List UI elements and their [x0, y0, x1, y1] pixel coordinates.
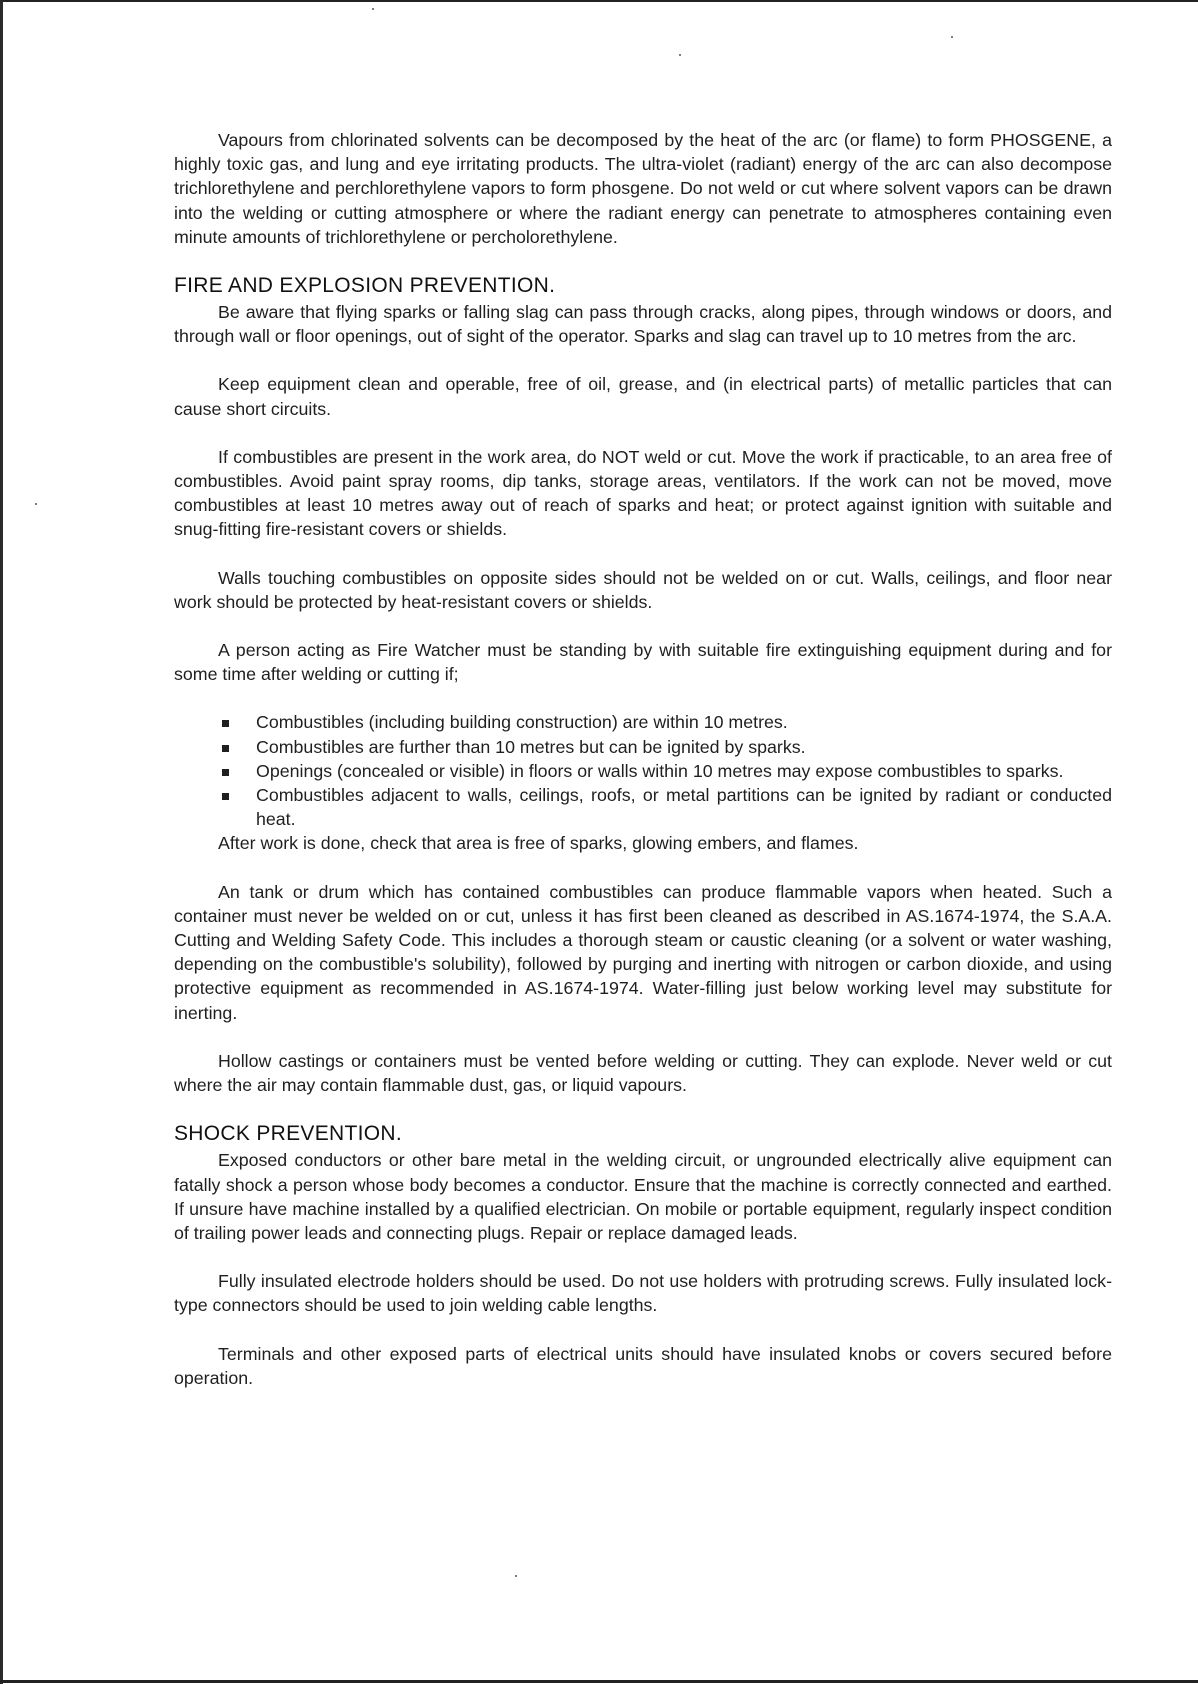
- list-item-text: Combustibles (including building construction) are within 10 metres.: [256, 712, 788, 733]
- scan-speck: [951, 36, 953, 38]
- list-item: [174, 710, 1112, 734]
- scan-speck: [35, 503, 37, 505]
- intro-paragraph: Vapours from chlorinated solvents can be decomposed by the heat of the arc (or flame) to form PHOSGENE, a highly toxic gas, and lung and eye irritating products. The ultra-violet (radiant) energy of the arc can also decompose trichlorethylene and perchlorethylene vapors to form phosgene. Do not weld or cut where solvent vapors can be drawn into the welding or cutting atmosphere or where the radiant energy can penetrate to atmospheres containing even minute amounts of trichlorethylene or percholorethylene.: [174, 130, 1112, 247]
- bullet-icon: [222, 769, 229, 776]
- fire-paragraph-walls: Walls touching combustibles on opposite sides should not be welded on or cut. Walls, ceilings, and floor near work should be protected by heat-resistant covers or shields.: [174, 567, 1112, 612]
- shock-paragraph-terminals: Terminals and other exposed parts of electrical units should have insulated knobs or covers secured before operation.: [174, 1343, 1112, 1388]
- list-item-text: Combustibles are further than 10 metres but can be ignited by sparks.: [256, 736, 806, 757]
- scan-speck: [679, 54, 681, 56]
- scan-left-border: [0, 0, 3, 1684]
- bullet-icon: [222, 745, 229, 752]
- bullet-icon: [222, 793, 229, 800]
- fire-paragraph-hollow-castings: Hollow castings or containers must be vented before welding or cutting. They can explode. Never weld or cut where the air may contain flammable dust, gas, or liquid vapours.: [174, 1050, 1112, 1096]
- list-item-text: Openings (concealed or visible) in floors or walls within 10 metres may expose combustibles to sparks.: [256, 760, 1064, 781]
- after-work-note: After work is done, check that area is free of sparks, glowing embers, and flames.: [218, 833, 859, 854]
- fire-paragraph-equipment: Keep equipment clean and operable, free of oil, grease, and (in electrical parts) of metallic particles that can cause short circuits.: [174, 374, 1112, 419]
- fire-paragraph-sparks: Be aware that flying sparks or falling slag can pass through cracks, along pipes, through windows or doors, and through wall or floor openings, out of sight of the operator. Sparks and slag can travel up to 10 metres from the arc.: [174, 302, 1112, 347]
- scan-bottom-border: [0, 1680, 1198, 1683]
- fire-paragraph-tank-drum: An tank or drum which has contained combustibles can produce flammable vapors when heated. Such a container must never be welded on or cut, unless it has first been cleaned as described in AS.1674-1974, the S.A.A. Cutting and Welding Safety Code. This includes a thorough steam or caustic cleaning (or a solvent or water washing, depending on the combustible's solubility), followed by purging and inerting with nitrogen or carbon dioxide, and using protective equipment as recommended in AS.1674-1974. Water-filling just below working level may substitute for inerting.: [174, 881, 1112, 1023]
- fire-section-heading: FIRE AND EXPLOSION PREVENTION.: [174, 274, 556, 298]
- scan-speck: [372, 8, 374, 10]
- shock-section-heading: SHOCK PREVENTION.: [174, 1122, 402, 1146]
- list-item-text: Combustibles adjacent to walls, ceilings, roofs, or metal partitions can be ignited by radiant or conducted heat.: [256, 785, 1112, 830]
- document-body: [174, 128, 1112, 1390]
- scan-speck: [515, 1575, 517, 1577]
- list-item: [174, 735, 1112, 759]
- fire-paragraph-combustibles: If combustibles are present in the work area, do NOT weld or cut. Move the work if practicable, to an area free of combustibles. Avoid paint spray rooms, dip tanks, storage areas, ventilators. If the work can not be moved, move combustibles at least 10 metres away out of reach of sparks and heat; or protect against ignition with suitable and snug-fitting fire-resistant covers or shields.: [174, 446, 1112, 540]
- list-item: [174, 759, 1112, 783]
- shock-paragraph-holders: Fully insulated electrode holders should be used. Do not use holders with protruding screws. Fully insulated lock-type connectors should be used to join welding cable lengths.: [174, 1271, 1112, 1316]
- scan-top-border: [0, 0, 1198, 2]
- fire-watcher-conditions-list: [174, 710, 1112, 831]
- fire-paragraph-fire-watcher: A person acting as Fire Watcher must be standing by with suitable fire extinguishing equipment during and for some time after welding or cutting if;: [174, 640, 1112, 685]
- list-item: [174, 783, 1112, 831]
- bullet-icon: [222, 720, 229, 727]
- shock-paragraph-conductors: Exposed conductors or other bare metal in the welding circuit, or ungrounded electrically alive equipment can fatally shock a person whose body becomes a conductor. Ensure that the machine is correctly connected and earthed. If unsure have machine installed by a qualified electrician. On mobile or portable equipment, regularly inspect condition of trailing power leads and connecting plugs. Repair or replace damaged leads.: [174, 1150, 1112, 1243]
